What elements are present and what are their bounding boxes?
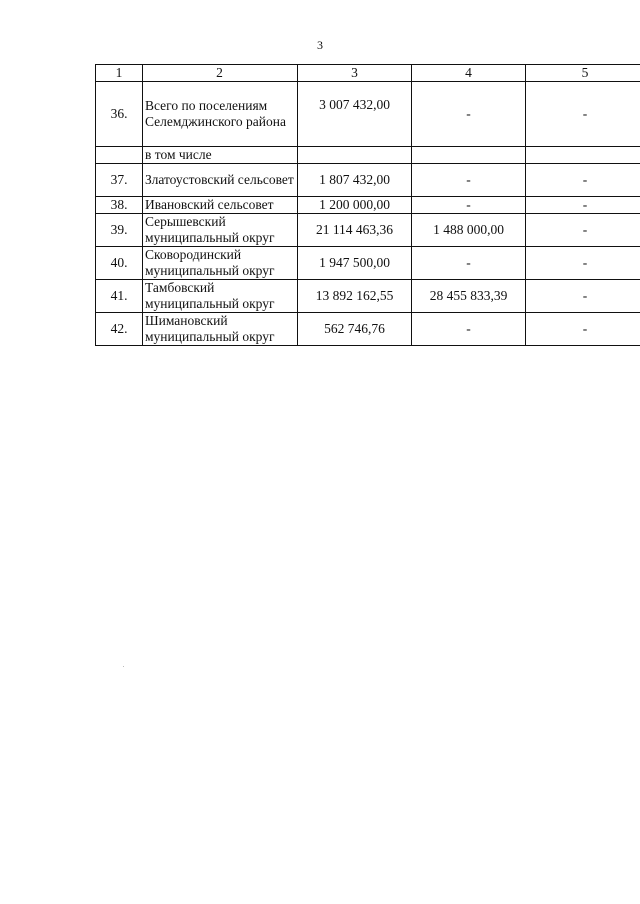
row-col4 (412, 147, 526, 164)
header-col-1: 1 (96, 65, 143, 82)
row-col4: - (412, 82, 526, 147)
row-col4: - (412, 197, 526, 214)
header-row (96, 65, 640, 82)
header-col-5: 5 (526, 65, 640, 82)
row-col3: 13 892 162,55 (298, 280, 412, 313)
row-col5: - (526, 247, 640, 280)
row-number: 40. (96, 247, 143, 280)
row-col5: - (526, 197, 640, 214)
table-row (96, 164, 640, 197)
row-number: 39. (96, 214, 143, 247)
header-col-3: 3 (298, 65, 412, 82)
row-col3: 1 200 000,00 (298, 197, 412, 214)
row-col5: - (526, 214, 640, 247)
header-col-4: 4 (412, 65, 526, 82)
row-col3: 562 746,76 (298, 313, 412, 346)
row-col5: - (526, 280, 640, 313)
data-table (95, 64, 640, 346)
row-col3 (298, 147, 412, 164)
row-number: 36. (96, 82, 143, 147)
row-col3: 21 114 463,36 (298, 214, 412, 247)
row-col4: 28 455 833,39 (412, 280, 526, 313)
row-name: Шимановский муниципальный округ (143, 313, 298, 346)
page-number: 3 (317, 38, 323, 52)
row-number: 38. (96, 197, 143, 214)
row-name: Сковородинский муниципальный округ (143, 247, 298, 280)
row-col4: - (412, 164, 526, 197)
row-col4: - (412, 313, 526, 346)
row-number: 37. (96, 164, 143, 197)
table-row (96, 214, 640, 247)
header-col-2: 2 (143, 65, 298, 82)
table-row (96, 147, 640, 164)
row-col5: - (526, 164, 640, 197)
row-number: 41. (96, 280, 143, 313)
row-col4: 1 488 000,00 (412, 214, 526, 247)
row-col5: - (526, 82, 640, 147)
row-number (96, 147, 143, 164)
row-name: Тамбовский муниципальный округ (143, 280, 298, 313)
row-col3: 3 007 432,00 (298, 82, 412, 147)
table-row (96, 247, 640, 280)
row-name: Всего по поселениям Селемджинского района (143, 82, 298, 147)
row-col5: - (526, 313, 640, 346)
row-col5 (526, 147, 640, 164)
row-name: в том числе (143, 147, 298, 164)
row-col3: 1 807 432,00 (298, 164, 412, 197)
table-row (96, 280, 640, 313)
row-name: Серышевский муниципальный округ (143, 214, 298, 247)
row-name: Ивановский сельсовет (143, 197, 298, 214)
scan-speck (123, 666, 124, 667)
row-col4: - (412, 247, 526, 280)
row-number: 42. (96, 313, 143, 346)
table-row (96, 197, 640, 214)
row-col3: 1 947 500,00 (298, 247, 412, 280)
table-row (96, 313, 640, 346)
table-row (96, 82, 640, 147)
row-name: Златоустовский сельсовет (143, 164, 298, 197)
